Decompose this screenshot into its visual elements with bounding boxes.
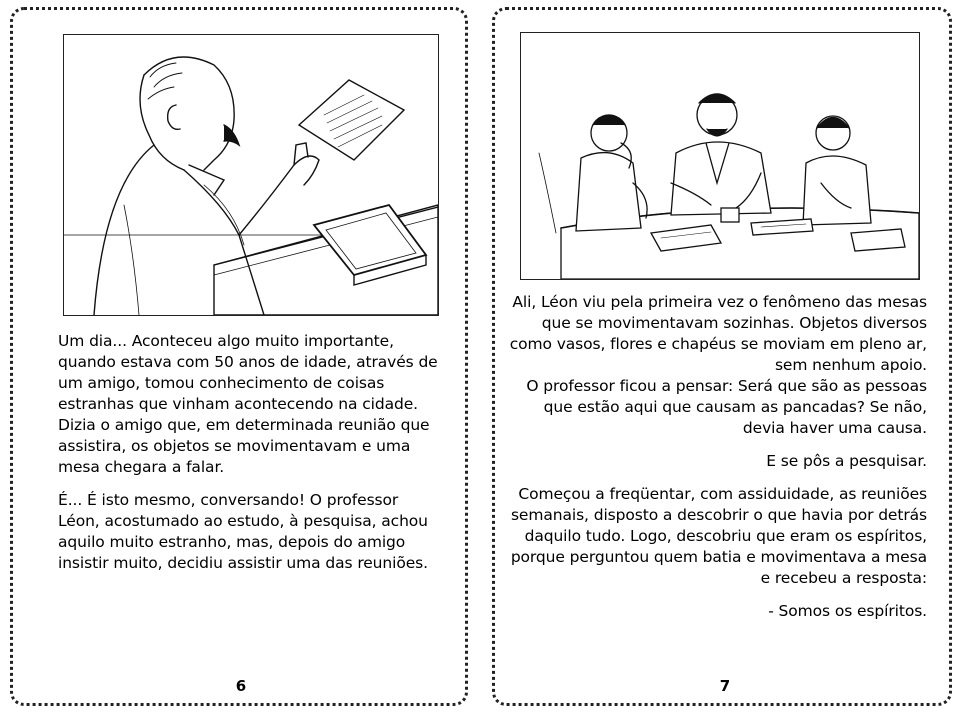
left-page-text xyxy=(58,331,438,586)
paragraph: Um dia... Aconteceu algo muito importante, quando estava com 50 anos de idade, através de um amigo, tomou conhecimento de coisas estranhas que vinham acontecendo na cidade. Dizia o amigo que, em determinada reunião que assistira, os objetos se movimentavam e uma mesa chegara a falar. xyxy=(58,332,438,476)
page-number: 7 xyxy=(719,677,731,695)
paragraph: Começou a freqüentar, com assiduidade, as reuniões semanais, disposto a descobrir o que havia por detrás daquilo tudo. Logo, descobriu que eram os espíritos, porque perguntou quem batia e movimentava a mesa e recebeu a resposta: xyxy=(510,485,927,587)
illustration-seance-table xyxy=(520,32,920,280)
right-page-text xyxy=(505,292,927,634)
illustration-man-reading-letter xyxy=(63,34,439,316)
right-page xyxy=(492,7,952,706)
paragraph: O professor ficou a pensar: Será que são as pessoas que estão aqui que causam as pancadas? Se não, devia haver uma causa. xyxy=(526,377,927,437)
paragraph: É... É isto mesmo, conversando! O professor Léon, acostumado ao estudo, à pesquisa, achou aquilo muito estranho, mas, depois do amigo insistir muito, decidiu assistir uma das reuniões. xyxy=(58,491,428,572)
paragraph: Ali, Léon viu pela primeira vez o fenômeno das mesas que se movimentavam sozinhas. Objetos diversos como vasos, flores e chapéus se moviam em pleno ar, sem nenhum apoio. xyxy=(509,293,927,374)
seance-table-drawing xyxy=(521,33,919,279)
page-number: 6 xyxy=(235,677,247,695)
paragraph: E se pôs a pesquisar. xyxy=(766,452,927,470)
paragraph: - Somos os espíritos. xyxy=(768,602,927,620)
left-page xyxy=(10,7,468,706)
man-reading-letter-drawing xyxy=(64,35,438,315)
